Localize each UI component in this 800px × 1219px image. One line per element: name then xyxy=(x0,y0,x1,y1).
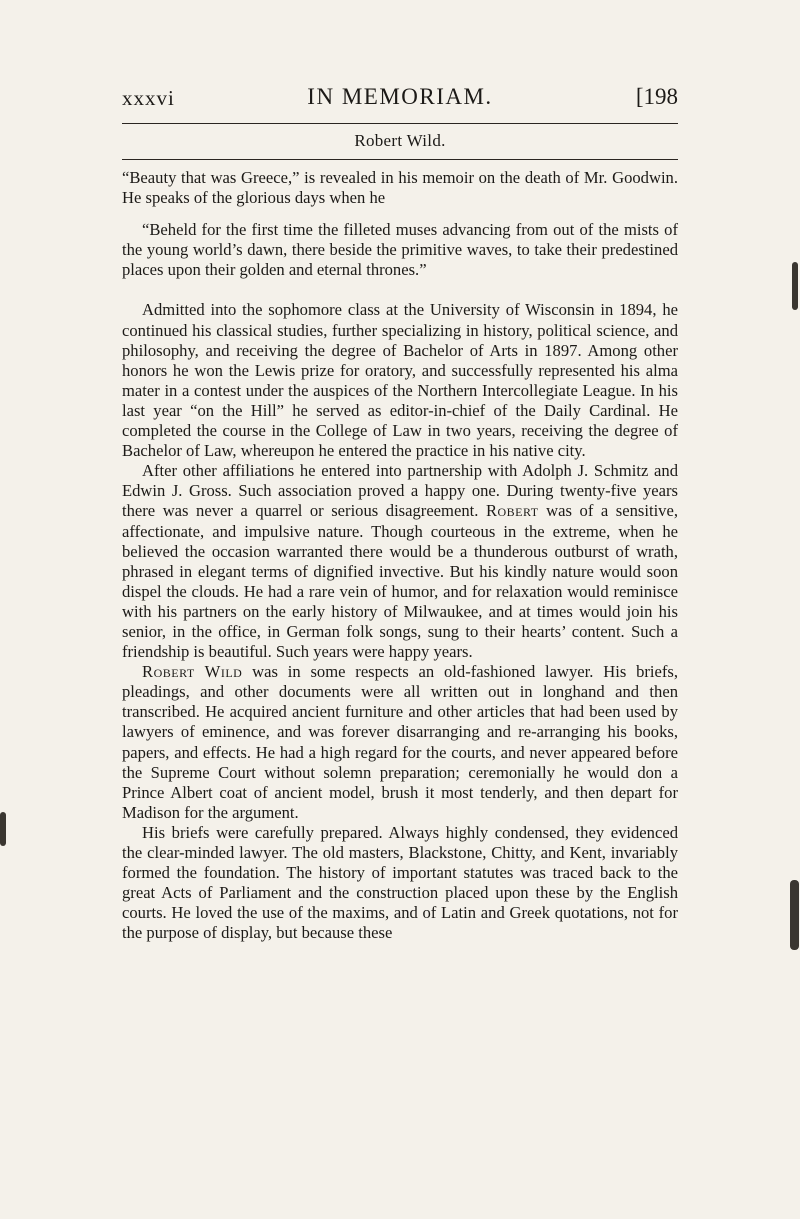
paragraph-intro: “Beauty that was Greece,” is revealed in his memoir on the death of Mr. Goodwin. He speaks of the glorious days when he xyxy=(122,168,678,208)
block-quote: “Beheld for the first time the filleted muses advancing from out of the mists of the young world’s dawn, there beside the primitive waves, to take their predestined places upon their golden and eternal thrones.” xyxy=(122,220,678,280)
page-number: [198 xyxy=(635,84,678,109)
name-small-caps: Robert xyxy=(485,501,539,521)
header-rule-top xyxy=(122,123,678,124)
paragraph-partnership xyxy=(122,461,678,662)
section-title: Robert Wild. xyxy=(354,131,446,150)
scan-edge-mark-left xyxy=(0,812,6,846)
partnership-text-1: After other affiliations he entered into partnership with Adolph J. Schmitz and Edwin J. Gross. Such association proved a happy one. During twenty-five years there was never a quarrel or serious disagreement. xyxy=(122,461,678,521)
full-name-small-caps: Robert Wild xyxy=(142,662,243,682)
paragraph-briefs: His briefs were carefully prepared. Always highly condensed, they evidenced the clear-minded lawyer. The old masters, Blackstone, Chitty, and Kent, invariably formed the foundation. The history of important statutes was traced back to the great Acts of Parliament and the construction placed upon these by the English courts. He loved the use of the maxims, and of Latin and Greek quotations, not for the purpose of display, but because these xyxy=(122,822,678,943)
paragraph-old-fashioned xyxy=(122,662,678,823)
partnership-text-2: was of a sensitive, affectionate, and impulsive nature. Though courteous in the extreme, when he believed the occasion warranted there would be a thunderous outburst of wrath, phrased in elegant terms of dignified invective. But his kindly nature would soon dispel the clouds. He had a rare vein of humor, and for relaxation would reminisce with his partners on the early history of Milwaukee, and at times would join his senior, in the office, in German folk songs, sung to their hearts’ content. Such a friendship is beautiful. Such years were happy years. xyxy=(122,501,678,662)
paragraph-education: Admitted into the sophomore class at the University of Wisconsin in 1894, he continued his classical studies, further specializing in history, political science, and philosophy, and receiving the degree of Bachelor of Arts in 1897. Among other honors he won the Lewis prize for oratory, and successfully represented his alma mater in a contest under the auspices of the Northern Intercollegiate League. In his last year “on the Hill” he served as editor-in-chief of the Daily Cardinal. He completed the course in the College of Law in two years, receiving the degree of Bachelor of Law, whereupon he entered the practice in his native city. xyxy=(122,300,678,461)
old-fashioned-text: was in some respects an old-fashioned lawyer. His briefs, pleadings, and other documents were all written out in longhand and then transcribed. He acquired ancient furniture and other articles that had been used by lawyers of eminence, and was forever disarranging and re-arranging his books, papers, and effects. He had a high regard for the courts, and never appeared before the Supreme Court without solemn preparation; ceremonially he would don a Prince Albert coat of ancient model, brush it most tenderly, and then depart for Madison for the argument. xyxy=(122,662,679,822)
body-text xyxy=(122,168,678,943)
page-roman-numeral: xxxvi xyxy=(122,86,175,110)
running-header xyxy=(122,86,678,112)
running-title: IN MEMORIAM. xyxy=(307,84,493,109)
header-rule-bottom xyxy=(122,159,678,160)
scan-edge-mark-right-2 xyxy=(790,880,799,950)
scan-edge-mark-right-1 xyxy=(792,262,798,310)
